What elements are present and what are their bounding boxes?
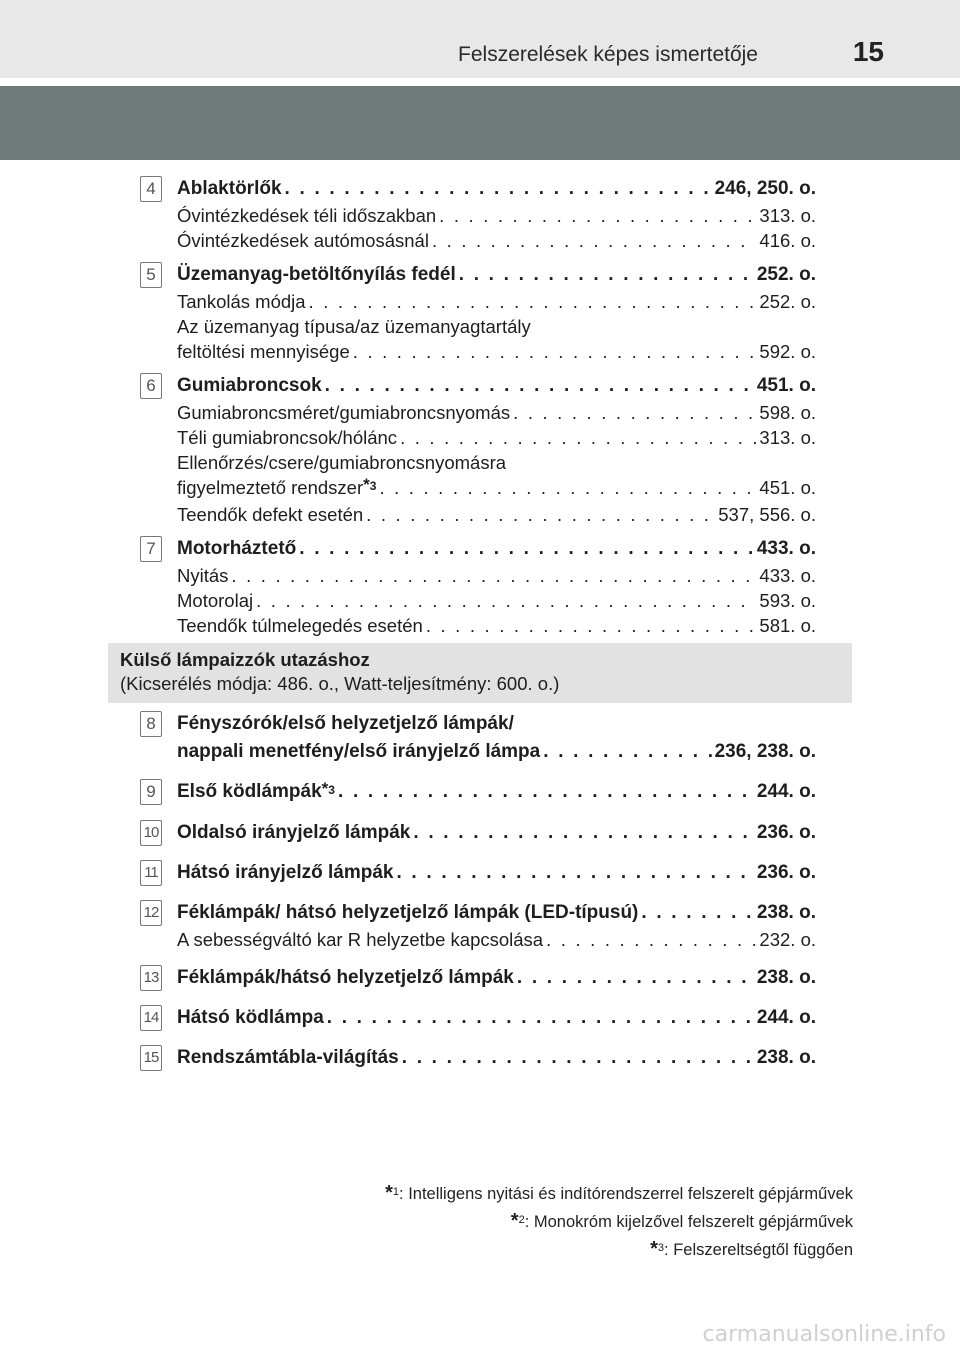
toc-sub-line[interactable]: feltöltési mennyisége . . . 592. o. — [177, 339, 816, 364]
toc-sub-line[interactable]: Óvintézkedések autómosásnál . . . 416. o. — [177, 228, 816, 253]
toc-main-line-wrap: Fényszórók/első helyzetjelző lámpák/ — [177, 713, 514, 734]
toc-entry-6 — [140, 372, 816, 527]
item-number-7: 7 — [140, 536, 162, 562]
toc-main-line[interactable]: Hátsó ködlámpa . . . 244. o. — [177, 1004, 816, 1032]
footnote-mark: 3 — [369, 479, 377, 493]
footnote: *$^2$: Monokróm kijelzővel felszerelt gépjárművek — [510, 1210, 853, 1232]
page-ref: 238. o. — [756, 967, 816, 988]
toc-main-line[interactable]: Féklámpák/ hátsó helyzetjelző lámpák (LED-típusú) . . . 238. o. — [177, 899, 816, 927]
footnote: *$^1$: Intelligens nyitási és indítórendszerrel felszerelt gépjárművek — [385, 1182, 853, 1204]
watermark: carmanualsonline.info — [702, 1322, 946, 1347]
item-number-6: 6 — [140, 373, 162, 399]
toc-sub-line[interactable]: Nyitás . . . 433. o. — [177, 563, 816, 588]
item-number-9: 9 — [140, 779, 162, 805]
page-ref: 416. o. — [759, 230, 816, 251]
item-number-12: 12 — [140, 900, 162, 926]
toc-main-line[interactable]: Oldalsó irányjelző lámpák . . . 236. o. — [177, 819, 816, 847]
toc-sub-line[interactable]: Óvintézkedések téli időszakban . . . 313. o. — [177, 203, 816, 228]
item-number-13: 13 — [140, 965, 162, 991]
toc-sub-line[interactable]: Motorolaj . . . 593. o. — [177, 588, 816, 613]
toc-entry-15 — [140, 1044, 816, 1072]
item-number-10: 10 — [140, 820, 162, 846]
toc-main-line[interactable]: Motorháztető . . . 433. o. — [177, 535, 816, 563]
page-ref: 236, 238. o. — [714, 741, 816, 762]
toc-main-line[interactable]: Első ködlámpák$^{*3}$ . . . 244. o. — [177, 778, 816, 807]
toc-group-2 — [140, 710, 816, 1084]
page-ref: 598. o. — [759, 402, 816, 423]
toc-sub-line[interactable]: Téli gumiabroncsok/hólánc . . . 313. o. — [177, 425, 816, 450]
toc-entry-4 — [140, 175, 816, 253]
toc-sub-line-wrap: Ellenőrzés/csere/gumiabroncsnyomásra — [177, 452, 507, 473]
toc-sub-line[interactable]: figyelmeztető rendszer$^{*3}$ . . . 451. o. — [177, 475, 816, 502]
page-ref: 592. o. — [759, 341, 816, 362]
footnotes — [385, 1180, 853, 1264]
toc-sub-line[interactable]: A sebességváltó kar R helyzetbe kapcsolása . . . 232. o. — [177, 927, 816, 952]
section-title: Külső lámpaizzók utazáshoz — [120, 649, 370, 670]
page-ref: 537, 556. o. — [718, 504, 816, 525]
header-title: Felszerelések képes ismertetője — [458, 43, 758, 66]
item-number-4: 4 — [140, 176, 162, 202]
toc-entry-13 — [140, 964, 816, 992]
toc-main-line[interactable]: Rendszámtábla-világítás . . . 238. o. — [177, 1044, 816, 1072]
item-number-11: 11 — [140, 860, 162, 886]
toc-main-line[interactable]: Féklámpák/hátsó helyzetjelző lámpák . . . 238. o. — [177, 964, 816, 992]
item-number-8: 8 — [140, 711, 162, 737]
toc-entry-9 — [140, 778, 816, 807]
page-ref: 246, 250. o. — [714, 178, 816, 199]
toc-entry-10 — [140, 819, 816, 847]
header-band — [0, 86, 960, 160]
page-ref: 451. o. — [759, 477, 816, 498]
toc-sub-line[interactable]: Teendők defekt esetén . . . 537, 556. o. — [177, 502, 816, 527]
page-ref: 236. o. — [756, 862, 816, 883]
toc-entry-14 — [140, 1004, 816, 1032]
page-ref: 313. o. — [759, 205, 816, 226]
item-number-14: 14 — [140, 1005, 162, 1031]
toc-main-line[interactable]: Gumiabroncsok . . . 451. o. — [177, 372, 816, 400]
toc-entry-11 — [140, 859, 816, 887]
page-ref: 232. o. — [759, 929, 816, 950]
toc-group-1 — [140, 175, 816, 646]
section-subtitle: (Kicserélés módja: 486. o., Watt-teljesítmény: 600. o.) — [120, 673, 560, 694]
page-ref: 238. o. — [756, 1047, 816, 1068]
page-ref: 433. o. — [756, 538, 816, 559]
page-ref: 236. o. — [756, 822, 816, 843]
page-ref: 244. o. — [756, 781, 816, 802]
page-ref: 252. o. — [756, 264, 816, 285]
toc-entry-8 — [140, 710, 816, 766]
page-ref: 581. o. — [759, 615, 816, 636]
toc-main-line[interactable]: Üzemanyag-betöltőnyílás fedél . . . 252. o. — [177, 261, 816, 289]
toc-entry-12 — [140, 899, 816, 952]
page-ref: 244. o. — [756, 1007, 816, 1028]
page-ref: 252. o. — [759, 291, 816, 312]
toc-sub-line-wrap: Az üzemanyag típusa/az üzemanyagtartály — [177, 316, 531, 337]
toc-sub-line[interactable]: Tankolás módja . . . 252. o. — [177, 289, 816, 314]
page-ref: 451. o. — [756, 375, 816, 396]
section-header-box — [108, 643, 852, 703]
page-ref: 433. o. — [759, 565, 816, 586]
page-ref: 313. o. — [759, 427, 816, 448]
toc-entry-7 — [140, 535, 816, 638]
footnote: *$^3$: Felszereltségtől függően — [650, 1238, 853, 1260]
toc-main-line[interactable]: Hátsó irányjelző lámpák . . . 236. o. — [177, 859, 816, 887]
toc-sub-line[interactable]: Gumiabroncsméret/gumiabroncsnyomás . . . 598. o. — [177, 400, 816, 425]
toc-sub-line[interactable]: Teendők túlmelegedés esetén . . . 581. o. — [177, 613, 816, 638]
toc-entry-5 — [140, 261, 816, 364]
page-ref: 238. o. — [756, 902, 816, 923]
page-number: 15 — [852, 36, 884, 67]
toc-main-line[interactable]: nappali menetfény/első irányjelző lámpa . . . 236, 238. o. — [177, 738, 816, 766]
toc-main-line[interactable]: Ablaktörlők . . . 246, 250. o. — [177, 175, 816, 203]
page-ref: 593. o. — [759, 590, 816, 611]
item-number-15: 15 — [140, 1045, 162, 1071]
item-number-5: 5 — [140, 262, 162, 288]
footnote-mark: 3 — [328, 783, 335, 797]
